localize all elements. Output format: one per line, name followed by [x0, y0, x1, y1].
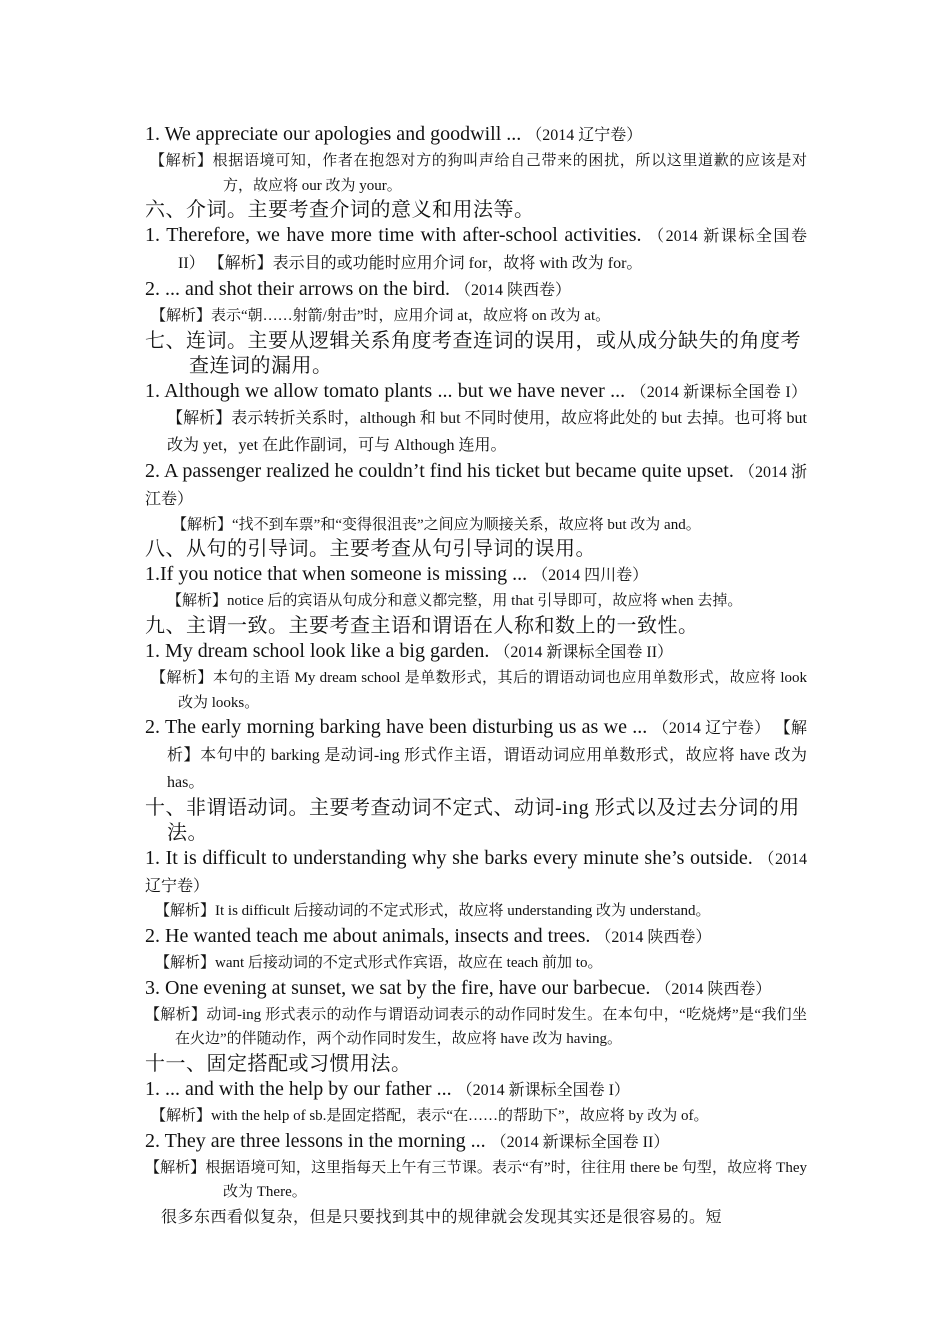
question-text: 2. They are three lessons in the morning ... — [145, 1129, 491, 1152]
question-line — [145, 1129, 807, 1156]
question-line — [145, 639, 807, 666]
question-source: （2014 陕西卷） — [595, 929, 712, 947]
question-text: 1. We appreciate our apologies and goodwill ... — [145, 123, 527, 145]
question-line — [145, 459, 807, 513]
question-text: 2. A passenger realized he couldn’t find his ticket but became quite upset. — [145, 459, 739, 482]
question-line — [145, 562, 807, 589]
analysis-text: 【解析】with the help of sb.是固定搭配，表示“在……的帮助下”，故应将 by 改为 of。 — [151, 1107, 709, 1124]
question-text: 1.If you notice that when someone is missing ... — [145, 563, 533, 586]
question-text: 1. Therefore, we have more time with after-school activities. — [145, 224, 649, 247]
question-text: 1. Although we allow tomato plants ... but we have never ... — [145, 379, 631, 402]
question-line — [145, 122, 807, 149]
question-source: （2014 辽宁卷） 【解析】本句中的 barking 是动词-ing 形式作主语，谓语动词应用单数形式，故应将 have 改为 has。 — [167, 720, 807, 791]
question-source: （2014 新课标全国卷 I） — [456, 1082, 630, 1100]
question-line — [145, 223, 807, 277]
analysis-text: 【解析】want 后接动词的不定式形式作宾语，故应在 teach 前加 to。 — [155, 954, 603, 971]
section-heading: 十一、固定搭配或习惯用法。 — [145, 1053, 412, 1076]
section-heading: 十、非谓语动词。主要考查动词不定式、动词-ing 形式以及过去分词的用法。 — [145, 796, 800, 844]
question-line — [145, 924, 807, 951]
document-page — [145, 122, 807, 1231]
question-text: 2. ... and shot their arrows on the bird. — [145, 277, 455, 300]
analysis-text: 【解析】“找不到车票”和“变得很沮丧”之间应为顺接关系，故应将 but 改为 and。 — [172, 516, 701, 533]
question-source: （2014 辽宁卷） — [145, 850, 807, 895]
analysis-text: 【解析】动词-ing 形式表示的动作与谓语动词表示的动作同时发生。在本句中，“吃烧烤”是“我们坐在火边”的伴随动作，两个动作同时发生，故应将 have 改为 having。 — [145, 1006, 807, 1048]
question-source: （2014 新课标全国卷 I） 【解析】表示转折关系时，although 和 but 不同时使用，故应将此处的 but 去掉。也可将 but 改为 yet，yet 在此作副词，可与 Although 连用。 — [167, 383, 807, 455]
question-source: （2014 新课标全国卷 II） — [494, 643, 674, 661]
question-source: （2014 新课标全国卷 II） 【解析】表示目的或功能时应用介词 for，故将 with 改为 for。 — [178, 228, 807, 273]
question-line — [145, 277, 807, 304]
question-source: （2014 新课标全国卷 II） — [490, 1133, 670, 1151]
analysis-text: 【解析】表示“朝……射箭/射击”时，应用介词 at，故应将 on 改为 at。 — [151, 307, 611, 324]
question-source: （2014 浙江卷） — [145, 463, 807, 508]
question-line — [145, 715, 807, 795]
analysis-text: 【解析】It is difficult 后接动词的不定式形式，故应将 understanding 改为 understand。 — [155, 903, 711, 920]
analysis-text: 【解析】本句的主语 My dream school 是单数形式，其后的谓语动词也应用单数形式，故应将 look 改为 looks。 — [151, 669, 807, 711]
analysis-text: 【解析】根据语境可知，作者在抱怨对方的狗叫声给自己带来的困扰，所以这里道歉的应该是对方，故应将 our 改为 your。 — [150, 152, 807, 194]
question-text: 3. One evening at sunset, we sat by the fire, have our barbecue. — [145, 976, 656, 999]
analysis-text: 【解析】notice 后的宾语从句成分和意义都完整，用 that 引导即可，故应将 when 去掉。 — [167, 593, 743, 610]
analysis-text: 【解析】根据语境可知，这里指每天上午有三节课。表示“有”时，往往用 there be 句型，故应将 They 改为 There。 — [145, 1159, 807, 1201]
question-line — [145, 846, 807, 900]
question-line — [145, 1077, 807, 1104]
question-source: （2014 四川卷） — [532, 567, 649, 585]
section-heading: 九、主谓一致。主要考查主语和谓语在人称和数上的一致性。 — [145, 614, 699, 637]
question-source: （2014 陕西卷） — [655, 980, 772, 998]
question-text: 1. It is difficult to understanding why she barks every minute she’s outside. — [145, 846, 759, 869]
body-paragraph: 很多东西看似复杂，但是只要找到其中的规律就会发现其实还是很容易的。短 — [161, 1209, 723, 1227]
question-text: 2. The early morning barking have been disturbing us as we ... — [145, 716, 653, 739]
question-text: 2. He wanted teach me about animals, insects and trees. — [145, 925, 596, 948]
question-line — [145, 976, 807, 1003]
section-heading: 六、介词。主要考查介词的意义和用法等。 — [145, 199, 535, 222]
question-source: （2014 辽宁卷） — [526, 127, 643, 144]
question-source: （2014 陕西卷） — [454, 281, 571, 299]
question-line — [145, 379, 807, 459]
section-heading: 七、连词。主要从逻辑关系角度考查连词的误用，或从成分缺失的角度考查连词的漏用。 — [145, 329, 801, 377]
question-text: 1. My dream school look like a big garden. — [145, 639, 495, 662]
section-heading: 八、从句的引导词。主要考查从句引导词的误用。 — [145, 538, 596, 561]
question-text: 1. ... and with the help by our father ... — [145, 1078, 457, 1101]
